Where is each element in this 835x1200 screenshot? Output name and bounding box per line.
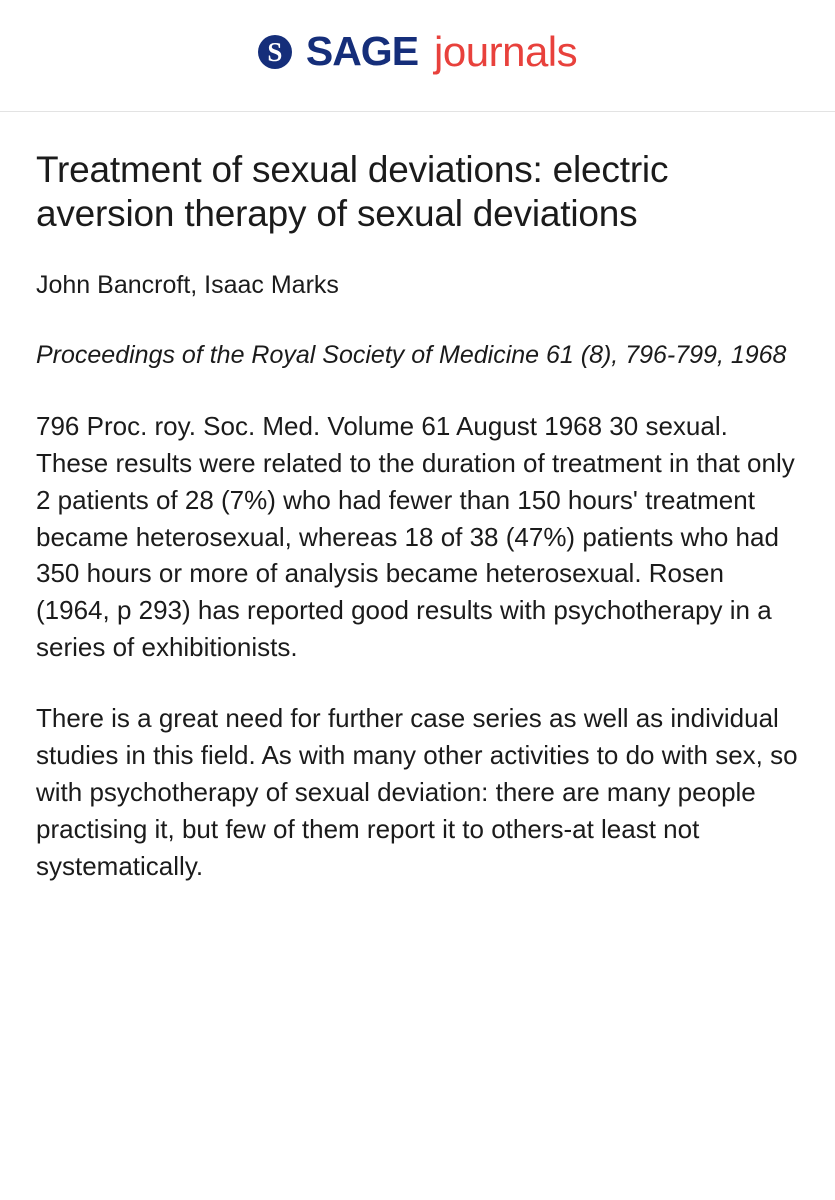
abstract-paragraph: 796 Proc. roy. Soc. Med. Volume 61 August 1968 30 sexual. These results were related to the duration of treatment in that only 2 patients of 28 (7%) who had fewer than 150 hours' treatment became heterosexual, whereas 18 of 38 (47%) patients who had 350 hours or more of analysis became heterosexual. Rosen (1964, p 293) has reported good results with psychotherapy in a series of exhibitionists. bbox=[36, 410, 795, 663]
sage-journals-logo[interactable] bbox=[258, 28, 577, 76]
page-title: Treatment of sexual deviations: electric aversion therapy of sexual deviations bbox=[36, 149, 669, 234]
article-abstract bbox=[36, 408, 799, 885]
article-authors: John Bancroft, Isaac Marks bbox=[36, 271, 339, 300]
sage-circle-s-icon bbox=[258, 35, 292, 69]
article-container bbox=[0, 112, 835, 925]
site-header bbox=[0, 0, 835, 112]
article-citation: Proceedings of the Royal Society of Medicine 61 (8), 796-799, 1968 bbox=[36, 340, 787, 369]
sage-circle-s-glyph: S bbox=[258, 35, 292, 69]
abstract-paragraph: There is a great need for further case series as well as individual studies in this field. As with many other activities to do with sex, so with psychotherapy of sexual deviation: there are many people practising it, but few of them report it to others-at least not systematically. bbox=[36, 703, 798, 881]
brand-primary-text: SAGE bbox=[305, 28, 419, 74]
brand-secondary-text: journals bbox=[434, 27, 578, 75]
